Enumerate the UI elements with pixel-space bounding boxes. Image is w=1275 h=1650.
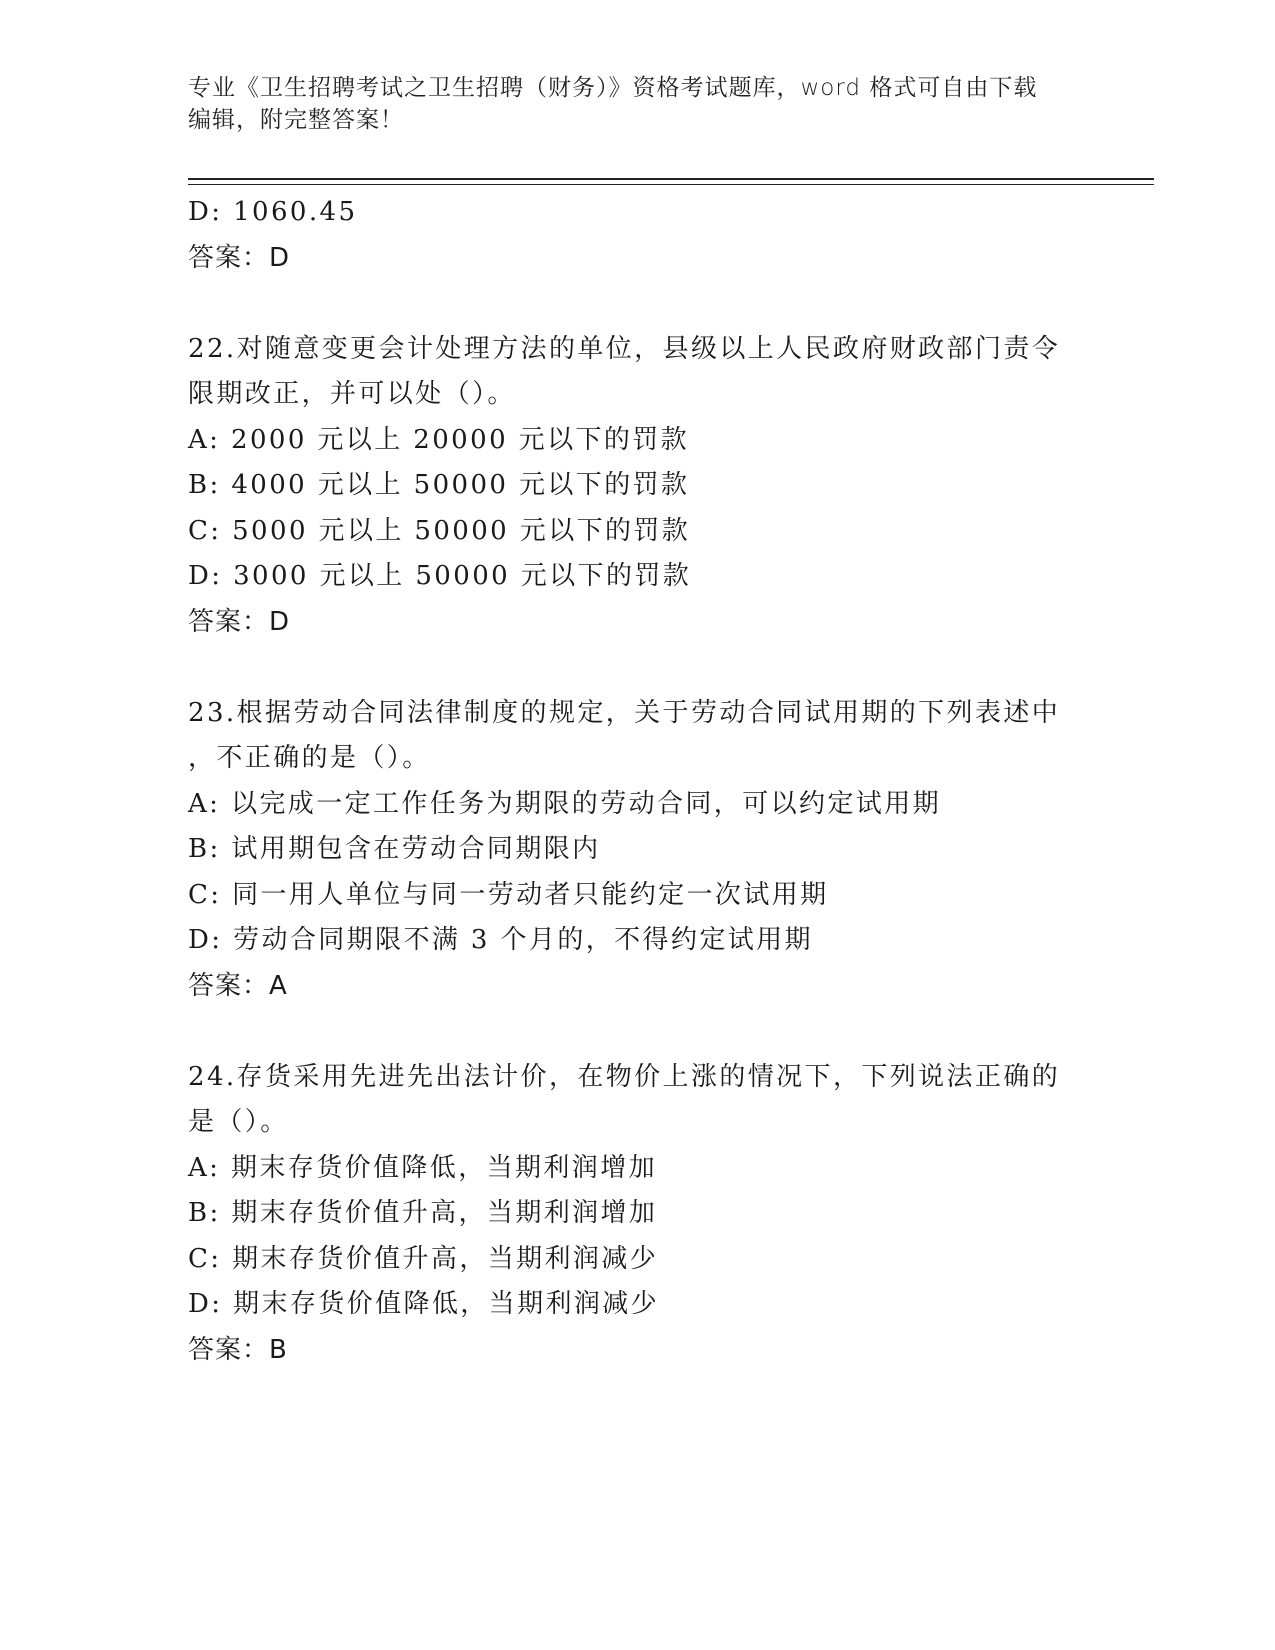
spacer [188,645,1088,691]
header-line-2: 编辑，附完整答案！ [188,107,404,133]
answer-line: 答案：D [188,242,291,273]
option-c: C: 同一用人单位与同一劳动者只能约定一次试用期 [188,879,829,910]
spacer [188,1009,1088,1055]
question-24 [188,1055,1088,1374]
option-a: A: 2000 元以上 20000 元以下的罚款 [188,424,690,455]
option-d: D: 劳动合同期限不满 3 个月的，不得约定试用期 [188,925,813,955]
answer-line: 答案：D [188,606,291,637]
option-b: B: 期末存货价值升高，当期利润增加 [188,1198,658,1228]
option-b: B: 试用期包含在劳动合同期限内 [188,834,601,864]
option-d: D: 期末存货价值降低，当期利润减少 [188,1289,660,1319]
question-stem-line-2: ，不正确的是（）。 [188,743,431,773]
option-b: B: 4000 元以上 50000 元以下的罚款 [188,470,690,500]
header-divider-thick [188,178,1154,180]
page-header [188,72,1088,136]
spacer [188,281,1088,327]
question-23 [188,691,1088,1010]
option-c: C: 5000 元以上 50000 元以下的罚款 [188,515,691,546]
question-stem-line-2: 是（）。 [188,1107,289,1137]
question-22 [188,327,1088,646]
question-stem-line-1: 22.对随意变更会计处理方法的单位，县级以上人民政府财政部门责令 [188,333,1061,364]
question-list [188,190,1088,1373]
option-a: A: 以完成一定工作任务为期限的劳动合同，可以约定试用期 [188,788,942,819]
question-stem-line-2: 限期改正，并可以处（）。 [188,379,516,409]
option-a: A: 期末存货价值降低，当期利润增加 [188,1152,658,1183]
header-divider-thin [188,184,1154,185]
option-c: C: 期末存货价值升高，当期利润减少 [188,1243,659,1274]
answer-line: 答案：B [188,1334,288,1365]
header-line-1: 专业《卫生招聘考试之卫生招聘（财务）》资格考试题库，word 格式可自由下载 [188,75,1038,101]
option-d: D: 1060.45 [188,197,358,227]
option-d: D: 3000 元以上 50000 元以下的罚款 [188,561,692,591]
answer-line: 答案：A [188,970,288,1001]
question-stem-line-1: 24.存货采用先进先出法计价，在物价上涨的情况下，下列说法正确的 [188,1061,1061,1092]
question-stem-line-1: 23.根据劳动合同法律制度的规定，关于劳动合同试用期的下列表述中 [188,697,1061,728]
